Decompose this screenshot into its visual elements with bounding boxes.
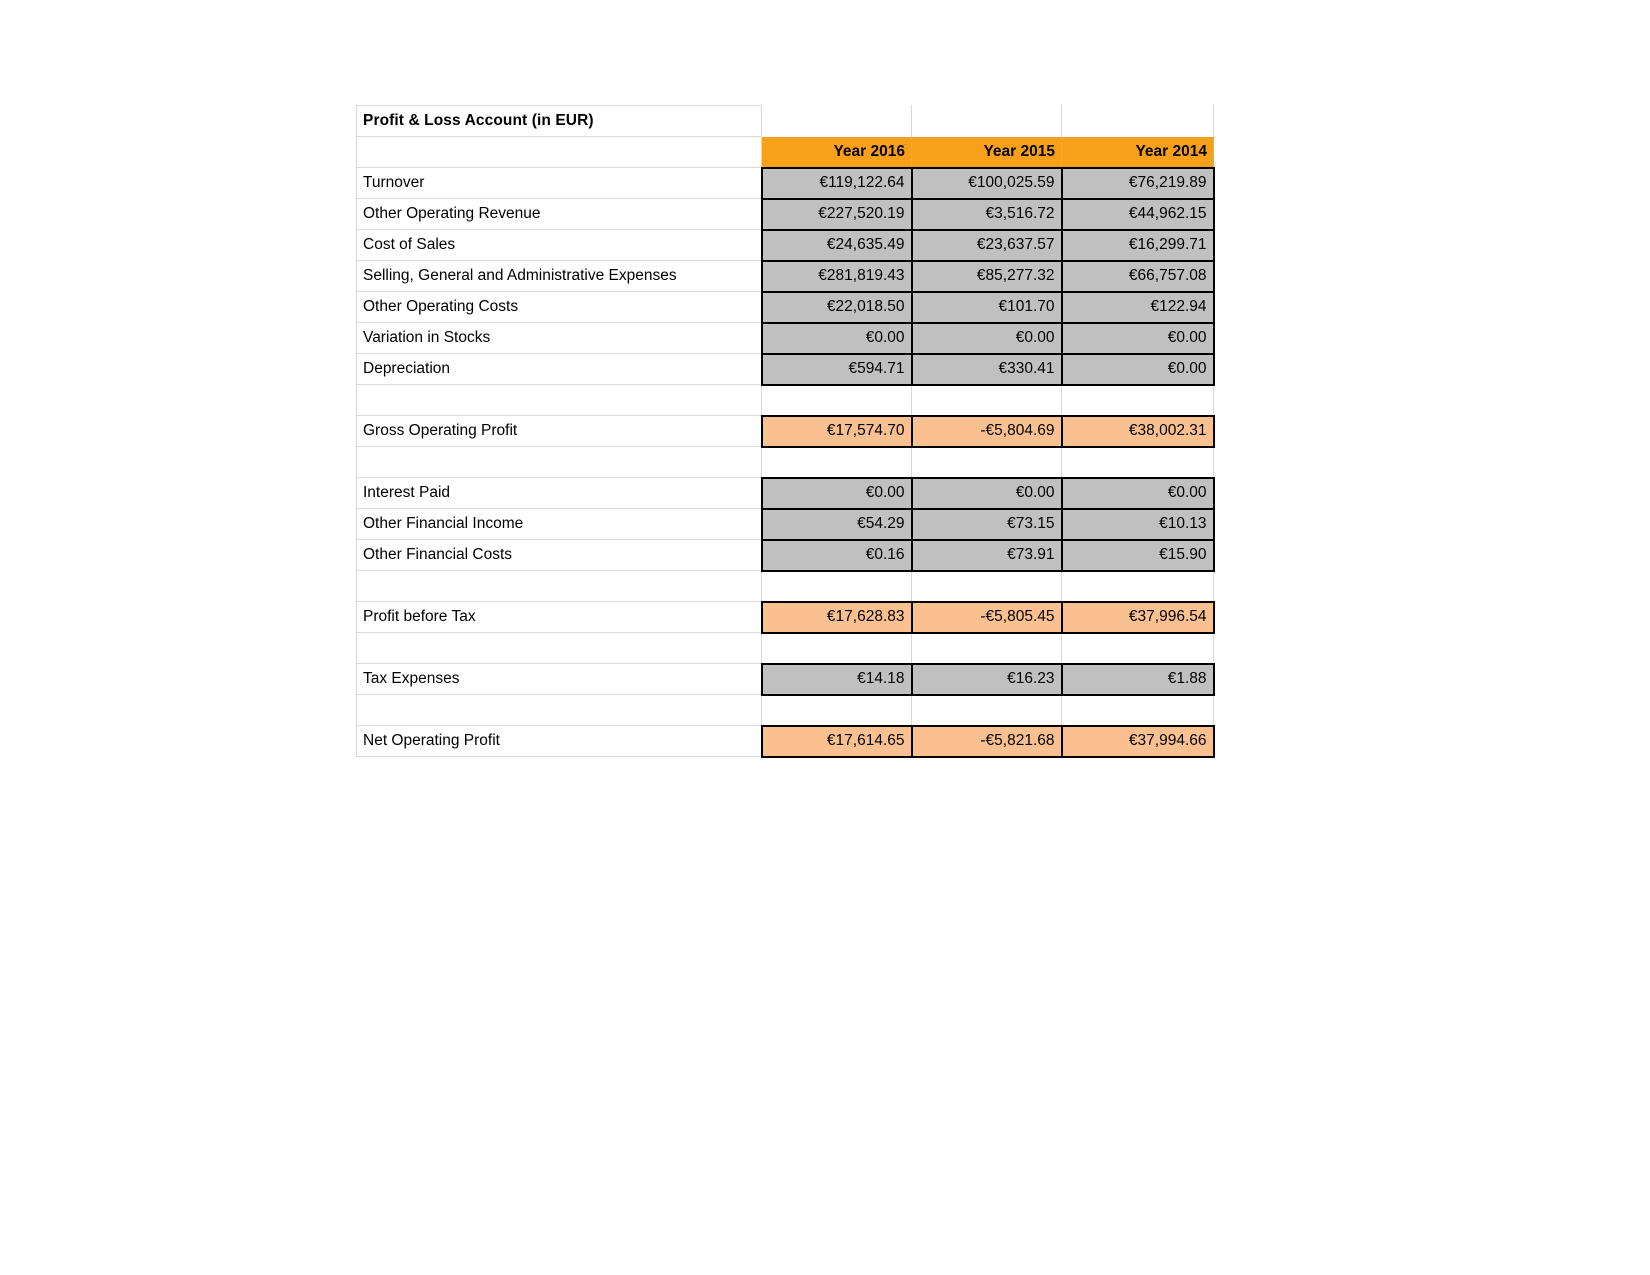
value-cell-y2014[interactable]: €16,299.71 — [1062, 230, 1214, 261]
profit-and-loss-table — [356, 105, 1215, 758]
total-cell-y2014[interactable]: €37,996.54 — [1062, 602, 1214, 633]
spacer-row — [357, 633, 1214, 664]
table-row — [357, 199, 1214, 230]
table-row — [357, 168, 1214, 199]
spacer-label-cell — [357, 695, 762, 726]
spacer-label-cell — [357, 447, 762, 478]
row-label: Selling, General and Administrative Expenses — [357, 261, 762, 292]
spacer-value-cell — [1062, 447, 1214, 478]
total-cell-y2016[interactable]: €17,574.70 — [762, 416, 912, 447]
spacer-value-cell — [762, 385, 912, 416]
row-label: Profit before Tax — [357, 602, 762, 633]
table-row — [357, 602, 1214, 633]
row-label: Variation in Stocks — [357, 323, 762, 354]
spacer-value-cell — [762, 695, 912, 726]
value-cell-y2014[interactable]: €0.00 — [1062, 323, 1214, 354]
value-cell-y2016[interactable]: €22,018.50 — [762, 292, 912, 323]
spacer-value-cell — [762, 633, 912, 664]
row-label: Other Financial Costs — [357, 540, 762, 571]
spacer-value-cell — [912, 385, 1062, 416]
value-cell-y2014[interactable]: €0.00 — [1062, 478, 1214, 509]
spacer-value-cell — [912, 695, 1062, 726]
value-cell-y2014[interactable]: €44,962.15 — [1062, 199, 1214, 230]
table-row — [357, 416, 1214, 447]
table-row — [357, 354, 1214, 385]
row-label: Other Financial Income — [357, 509, 762, 540]
value-cell-y2015[interactable]: €0.00 — [912, 478, 1062, 509]
table-body — [357, 106, 1214, 757]
spacer-row — [357, 695, 1214, 726]
title-row — [357, 106, 1214, 137]
table-row — [357, 261, 1214, 292]
spacer-label-cell — [357, 385, 762, 416]
table-row — [357, 230, 1214, 261]
row-label: Gross Operating Profit — [357, 416, 762, 447]
row-label: Depreciation — [357, 354, 762, 385]
total-cell-y2016[interactable]: €17,628.83 — [762, 602, 912, 633]
value-cell-y2015[interactable]: €73.15 — [912, 509, 1062, 540]
spacer-value-cell — [912, 633, 1062, 664]
value-cell-y2015[interactable]: €0.00 — [912, 323, 1062, 354]
title-row-empty-cell — [762, 106, 912, 137]
value-cell-y2014[interactable]: €76,219.89 — [1062, 168, 1214, 199]
table-row — [357, 540, 1214, 571]
row-label: Other Operating Revenue — [357, 199, 762, 230]
value-cell-y2016[interactable]: €0.00 — [762, 323, 912, 354]
value-cell-y2015[interactable]: €23,637.57 — [912, 230, 1062, 261]
total-cell-y2015[interactable]: -€5,805.45 — [912, 602, 1062, 633]
value-cell-y2014[interactable]: €1.88 — [1062, 664, 1214, 695]
spacer-row — [357, 447, 1214, 478]
value-cell-y2015[interactable]: €330.41 — [912, 354, 1062, 385]
value-cell-y2016[interactable]: €54.29 — [762, 509, 912, 540]
spacer-row — [357, 571, 1214, 602]
title-row-empty-cell — [912, 106, 1062, 137]
value-cell-y2014[interactable]: €0.00 — [1062, 354, 1214, 385]
value-cell-y2016[interactable]: €227,520.19 — [762, 199, 912, 230]
row-label: Interest Paid — [357, 478, 762, 509]
value-cell-y2014[interactable]: €122.94 — [1062, 292, 1214, 323]
value-cell-y2015[interactable]: €85,277.32 — [912, 261, 1062, 292]
value-cell-y2016[interactable]: €281,819.43 — [762, 261, 912, 292]
spacer-value-cell — [912, 571, 1062, 602]
row-label: Cost of Sales — [357, 230, 762, 261]
value-cell-y2014[interactable]: €66,757.08 — [1062, 261, 1214, 292]
spacer-value-cell — [762, 571, 912, 602]
value-cell-y2016[interactable]: €594.71 — [762, 354, 912, 385]
spacer-value-cell — [1062, 695, 1214, 726]
spacer-value-cell — [1062, 571, 1214, 602]
total-cell-y2014[interactable]: €38,002.31 — [1062, 416, 1214, 447]
value-cell-y2014[interactable]: €10.13 — [1062, 509, 1214, 540]
value-cell-y2014[interactable]: €15.90 — [1062, 540, 1214, 571]
spacer-value-cell — [912, 447, 1062, 478]
table-row — [357, 509, 1214, 540]
total-cell-y2015[interactable]: -€5,804.69 — [912, 416, 1062, 447]
value-cell-y2015[interactable]: €101.70 — [912, 292, 1062, 323]
page-title: Profit & Loss Account (in EUR) — [357, 106, 762, 137]
spacer-label-cell — [357, 571, 762, 602]
row-label: Net Operating Profit — [357, 726, 762, 757]
row-label: Tax Expenses — [357, 664, 762, 695]
value-cell-y2016[interactable]: €24,635.49 — [762, 230, 912, 261]
value-cell-y2015[interactable]: €16.23 — [912, 664, 1062, 695]
value-cell-y2015[interactable]: €100,025.59 — [912, 168, 1062, 199]
column-header-y2014[interactable]: Year 2014 — [1062, 137, 1214, 168]
value-cell-y2015[interactable]: €3,516.72 — [912, 199, 1062, 230]
spacer-row — [357, 385, 1214, 416]
total-cell-y2014[interactable]: €37,994.66 — [1062, 726, 1214, 757]
table-row — [357, 292, 1214, 323]
column-header-row — [357, 137, 1214, 168]
table-row — [357, 664, 1214, 695]
row-label: Turnover — [357, 168, 762, 199]
spacer-value-cell — [762, 447, 912, 478]
spacer-value-cell — [1062, 385, 1214, 416]
column-header-y2016[interactable]: Year 2016 — [762, 137, 912, 168]
spacer-label-cell — [357, 633, 762, 664]
spacer-value-cell — [1062, 633, 1214, 664]
header-label-cell — [357, 137, 762, 168]
total-cell-y2015[interactable]: -€5,821.68 — [912, 726, 1062, 757]
value-cell-y2016[interactable]: €0.16 — [762, 540, 912, 571]
profit-and-loss-sheet — [356, 105, 1213, 758]
value-cell-y2016[interactable]: €14.18 — [762, 664, 912, 695]
row-label: Other Operating Costs — [357, 292, 762, 323]
title-row-empty-cell — [1062, 106, 1214, 137]
column-header-y2015[interactable]: Year 2015 — [912, 137, 1062, 168]
total-cell-y2016[interactable]: €17,614.65 — [762, 726, 912, 757]
table-row — [357, 323, 1214, 354]
value-cell-y2015[interactable]: €73.91 — [912, 540, 1062, 571]
table-row — [357, 478, 1214, 509]
table-row — [357, 726, 1214, 757]
value-cell-y2016[interactable]: €0.00 — [762, 478, 912, 509]
value-cell-y2016[interactable]: €119,122.64 — [762, 168, 912, 199]
